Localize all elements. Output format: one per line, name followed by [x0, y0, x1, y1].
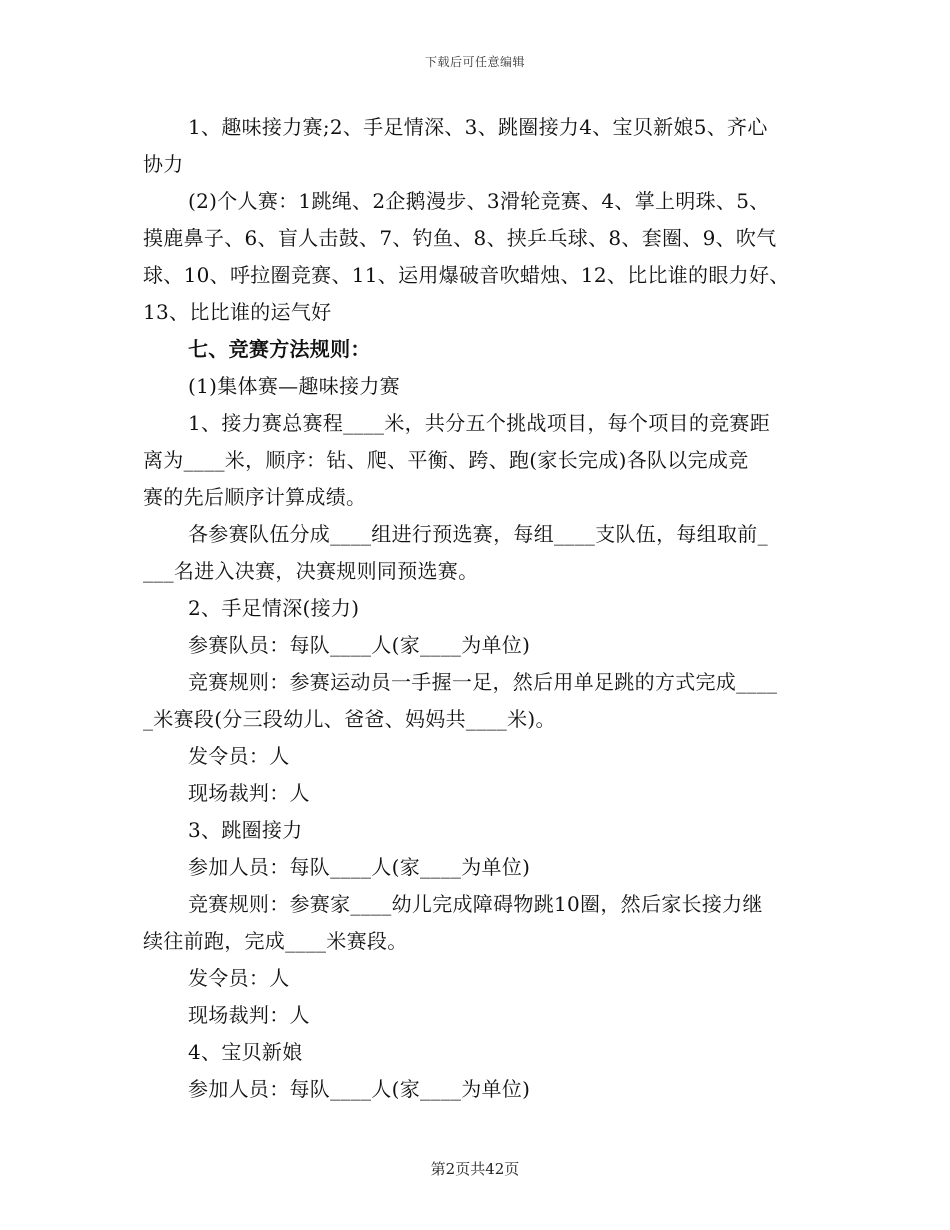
item-heading: 4、宝贝新娘	[188, 1040, 303, 1064]
paragraph-line: (2)个人赛：1跳绳、2企鹅漫步、3滑轮竞赛、4、掌上明珠、5、	[188, 189, 770, 213]
subsection-heading: (1)集体赛—趣味接力赛	[188, 374, 400, 398]
paragraph-line: 参赛队员：每队____人(家____为单位)	[188, 633, 531, 657]
paragraph-line: 参加人员：每队____人(家____为单位)	[188, 1077, 531, 1101]
paragraph-line: 1、接力赛总赛程____米，共分五个挑战项目，每个项目的竞赛距	[188, 411, 771, 435]
item-heading: 2、手足情深(接力)	[188, 596, 360, 620]
paragraph-line: 各参赛队伍分成____组进行预选赛，每组____支队伍，每组取前_	[188, 522, 768, 546]
page-header: 下载后可任意编辑	[424, 55, 525, 69]
item-heading: 3、跳圈接力	[188, 818, 303, 842]
paragraph-line: 赛的先后顺序计算成绩。	[143, 485, 367, 509]
paragraph-line: 球、10、呼拉圈竞赛、11、运用爆破音吹蜡烛、12、比比谁的眼力好、	[143, 263, 790, 287]
section-heading: 七、竞赛方法规则：	[188, 337, 371, 361]
paragraph-line: ___名进入决赛，决赛规则同预选赛。	[143, 559, 479, 583]
paragraph-line: _米赛段(分三段幼儿、爸爸、妈妈共____米)。	[143, 707, 556, 731]
paragraph-line: 现场裁判：人	[188, 781, 310, 805]
paragraph-line: 现场裁判：人	[188, 1003, 310, 1027]
paragraph-line: 协力	[143, 152, 184, 176]
paragraph-line: 竞赛规则：参赛运动员一手握一足，然后用单足跳的方式完成____	[188, 670, 778, 694]
paragraph-line: 发令员：人	[188, 744, 290, 768]
paragraph-line: 1、趣味接力赛;2、手足情深、3、跳圈接力4、宝贝新娘5、齐心	[188, 115, 768, 139]
paragraph-line: 13、比比谁的运气好	[143, 300, 332, 324]
paragraph-line: 续往前跑，完成____米赛段。	[143, 929, 408, 953]
paragraph-line: 参加人员：每队____人(家____为单位)	[188, 855, 531, 879]
paragraph-line: 发令员：人	[188, 966, 290, 990]
paragraph-line: 竞赛规则：参赛家____幼儿完成障碍物跳10圈，然后家长接力继	[188, 892, 763, 916]
page-number: 第2页共42页	[430, 1160, 520, 1178]
paragraph-line: 离为____米，顺序：钻、爬、平衡、跨、跑(家长完成)各队以完成竞	[143, 448, 749, 472]
paragraph-line: 摸鹿鼻子、6、盲人击鼓、7、钓鱼、8、挟乒乓球、8、套圈、9、吹气	[143, 226, 777, 250]
